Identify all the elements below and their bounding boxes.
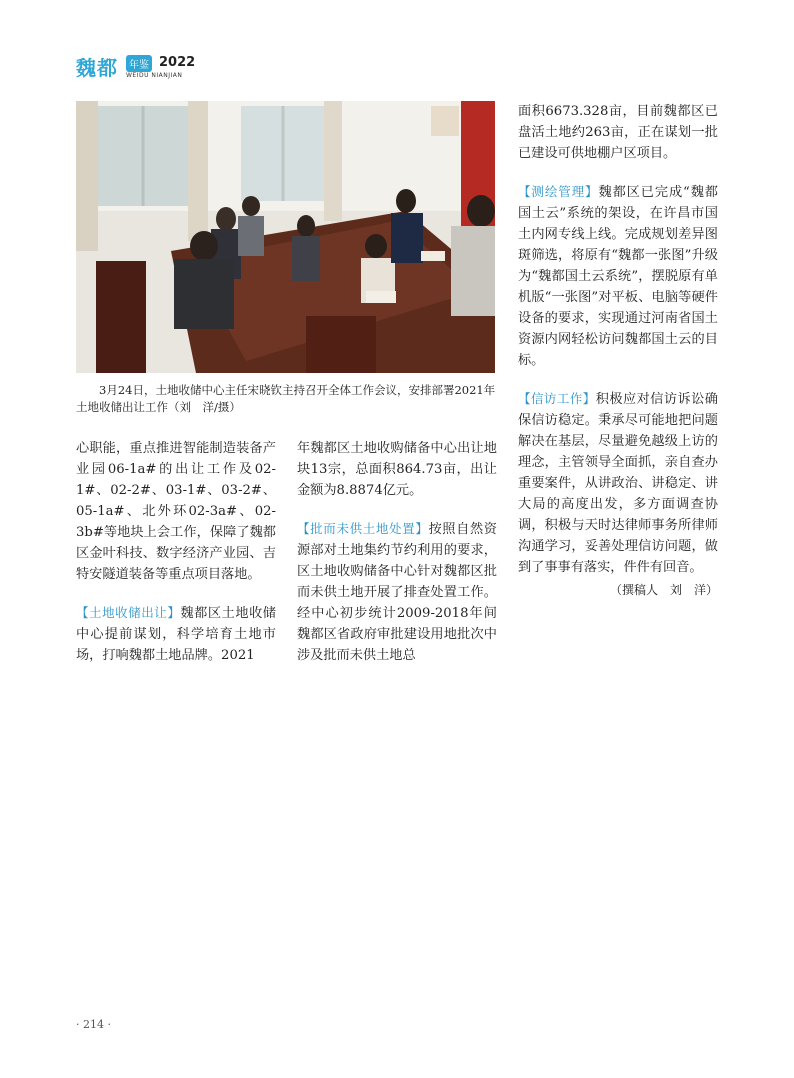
logo-year: 2022: [159, 55, 196, 70]
paragraph-text: 魏都区已完成“魏都国土云”系统的架设，在许昌市国土内网专线上线。完成规划差异图斑筛选，将原有“魏都一张图”升级为“魏都国土云系统”，摆脱原有单机版“一张图”对平板、电脑等硬件设备的要求，实现通过河南省国土资源内网轻松访问魏都国土云的目标。: [518, 185, 718, 368]
paragraph: 心职能，重点推进智能制造装备产业园06-1a#的出让工作及02-1#、02-2#、03-1#、03-2#、05-1a#、北外环02-3a#、02-3b#等地块上会工作，保障了魏都区金叶科技、数字经济产业园、吉特安隧道装备等重点项目落地。: [76, 441, 276, 582]
paragraph: 面积6673.328亩，目前魏都区已盘活土地约263亩，正在谋划一批已建设可供地棚户区项目。: [518, 104, 718, 161]
text-column-3: [518, 101, 718, 601]
page-number: · 214 ·: [76, 1018, 111, 1031]
logo-subtitle: WEIDU NIANJIAN: [126, 72, 183, 79]
paragraph-text: 按照自然资源部对土地集约节约利用的要求，区土地收购储备中心针对魏都区批而未供土地开展了排查处置工作。经中心初步统计2009-2018年间魏都区省政府审批建设用地批次中涉及批而未供土地总: [297, 522, 497, 663]
author-credit: （撰稿人 刘 洋）: [609, 583, 718, 597]
logo-title: 魏都: [76, 56, 118, 80]
section-tag: 【信访工作】: [518, 391, 596, 406]
logo-seal: 年鉴: [126, 55, 152, 72]
paragraph-unsupplied-land: [297, 518, 497, 666]
paragraph-text: 魏都区土地收储中心提前谋划，科学培育土地市场，打响魏都土地品牌。2021: [76, 606, 276, 663]
section-tag: 【批而未供土地处置】: [297, 521, 429, 536]
paragraph: 年魏都区土地收购储备中心出让地块13宗，总面积864.73亩，出让金额为8.8874亿元。: [297, 441, 497, 498]
section-tag: 【测绘管理】: [518, 184, 599, 199]
paragraph-text: 积极应对信访诉讼确保信访稳定。秉承尽可能地把问题解决在基层，尽量避免越级上访的理念，主管领导全面抓，亲自查办重要案件，从讲政治、讲稳定、讲大局的高度出发，多方面调查协调，积极与天时达律师事务所律师沟通学习，妥善处理信访问题，做到了事事有落实，件件有回音。: [518, 392, 718, 575]
paragraph-petition: [518, 388, 718, 578]
photo-caption: 3月24日，土地收储中心主任宋晓钦主持召开全体工作会议，安排部署2021年土地收储出让工作（刘 洋/摄）: [76, 383, 496, 414]
meeting-photo: [76, 101, 495, 373]
text-column-1: [76, 438, 276, 666]
text-column-2: [297, 438, 497, 666]
section-tag: 【土地收储出让】: [76, 605, 181, 620]
yearbook-header: [76, 52, 276, 82]
paragraph-surveying: [518, 181, 718, 371]
paragraph-land-storage: [76, 602, 276, 666]
